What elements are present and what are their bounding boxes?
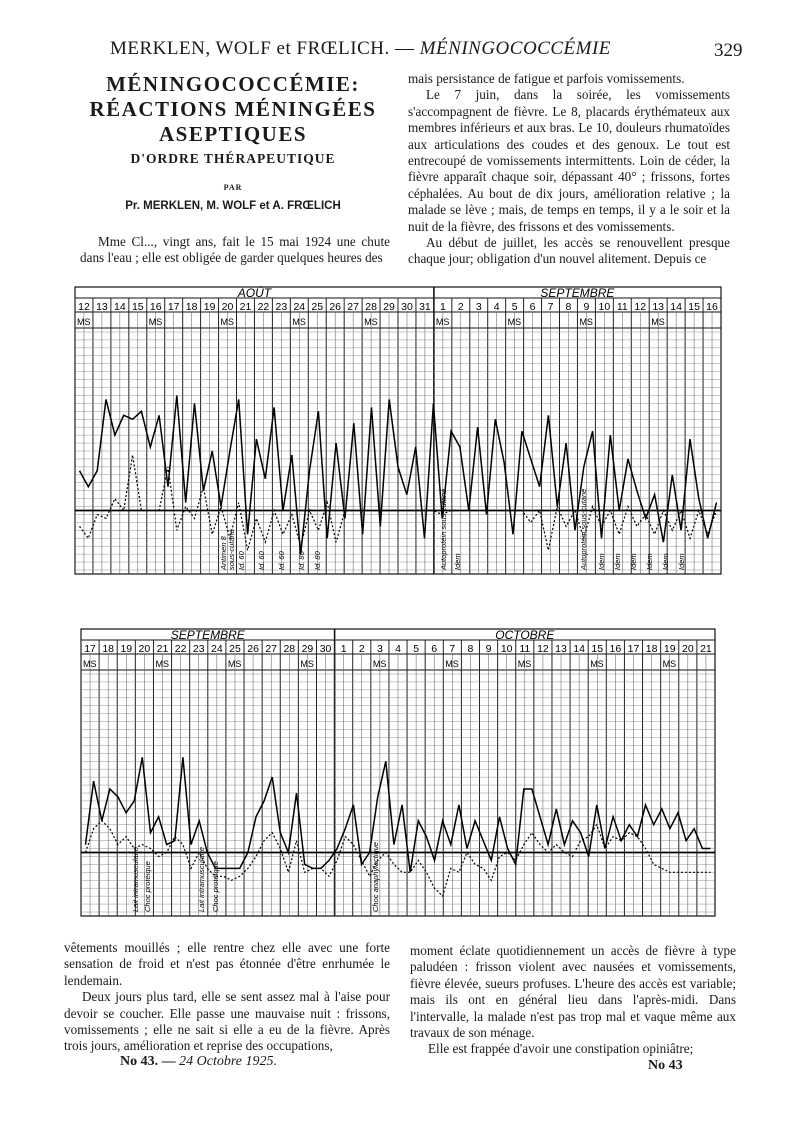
temperature-chart-september-october xyxy=(80,628,716,918)
header-authors: MERKLEN, WOLF et FRŒLICH. xyxy=(110,38,390,59)
ms-label: MS xyxy=(300,659,314,669)
day-label: 18 xyxy=(645,643,658,655)
day-label: 23 xyxy=(192,643,205,655)
ms-label: MS xyxy=(651,317,665,327)
treatment-annotation: Idem xyxy=(629,553,638,570)
header-dash: — xyxy=(394,38,415,59)
day-label: 30 xyxy=(401,301,413,313)
text-paragraph: Deux jours plus tard, elle se sent assez mal à l'aise pour devoir se coucher. Elle passe une mauvaise nuit : frissons, vomissements ; elle ne sait si elle a eu de la fièvre. Après trois jours, amélioration et reprise des occupations, xyxy=(64,989,390,1054)
day-label: 21 xyxy=(700,643,712,655)
treatment-annotation: Idem xyxy=(645,553,654,570)
ms-label: MS xyxy=(148,317,163,327)
ms-label: MS xyxy=(83,659,97,669)
article-title-line-2: RÉACTIONS MÉNINGÉES xyxy=(89,97,377,121)
day-label: 5 xyxy=(511,301,518,313)
day-label: 15 xyxy=(688,301,700,313)
article-par: PAR xyxy=(223,183,243,192)
day-label: 10 xyxy=(598,301,611,313)
day-label: 28 xyxy=(365,301,377,313)
day-label: 22 xyxy=(257,301,270,313)
treatment-annotation: Idem xyxy=(453,553,462,570)
day-label: 18 xyxy=(102,643,115,655)
treatment-annotation: Id. 60 xyxy=(257,551,266,570)
day-label: 6 xyxy=(529,301,536,313)
text-paragraph: mais persistance de fatigue et parfois vomissements. xyxy=(408,71,685,86)
text-paragraph: vêtements mouillés ; elle rentre chez elle avec une forte sensation de froid et n'est pas étonnée d'être enrhumée le lendemain. xyxy=(64,940,390,988)
treatment-annotation: Choc protéique xyxy=(143,861,152,912)
treatment-annotation: Id. 80 xyxy=(313,551,322,570)
day-label: 25 xyxy=(229,643,241,655)
bottom-left-column xyxy=(64,940,390,1055)
day-label: 28 xyxy=(283,643,296,655)
day-label: 2 xyxy=(457,301,464,313)
day-label: 12 xyxy=(634,301,647,313)
day-label: 17 xyxy=(627,643,640,655)
day-label: 12 xyxy=(78,301,90,313)
day-label: 3 xyxy=(376,643,383,655)
day-label: 14 xyxy=(573,643,585,655)
ms-label: MS xyxy=(364,317,378,327)
treatment-annotation: Lait intramusculaire xyxy=(197,846,206,912)
day-label: 15 xyxy=(131,301,144,313)
treatment-annotation: Choc anaphylactique xyxy=(371,841,380,912)
day-label: 16 xyxy=(609,643,622,655)
day-label: 31 xyxy=(419,301,431,313)
month-label: SEPTEMBRE xyxy=(540,286,615,300)
day-label: 20 xyxy=(221,301,234,313)
day-label: 1 xyxy=(439,301,446,313)
day-label: 26 xyxy=(329,301,342,313)
article-subtitle: D'ORDRE THÉRAPEUTIQUE xyxy=(130,151,336,166)
day-label: 13 xyxy=(555,643,567,655)
ms-label: MS xyxy=(662,659,677,669)
footer-dash: — xyxy=(161,1054,176,1069)
day-label: 29 xyxy=(383,301,395,313)
day-label: 22 xyxy=(174,643,187,655)
ms-label: MS xyxy=(445,659,459,669)
ms-label: MS xyxy=(77,317,91,327)
day-label: 14 xyxy=(114,301,126,313)
day-label: 8 xyxy=(467,643,474,655)
treatment-annotation: Idem xyxy=(597,553,606,570)
ms-label: MS xyxy=(579,317,593,327)
article-authors: Pr. MERKLEN, M. WOLF et A. FRŒLICH xyxy=(125,200,341,212)
day-label: 19 xyxy=(120,643,133,655)
day-label: 29 xyxy=(301,643,314,655)
day-label: 30 xyxy=(319,643,332,655)
day-label: 21 xyxy=(156,643,169,655)
treatment-annotation: Antimen 8 xyxy=(219,536,228,570)
treatment-annotation: Idem xyxy=(613,553,622,570)
day-label: 26 xyxy=(247,643,259,655)
day-label: 18 xyxy=(185,301,198,313)
day-label: 3 xyxy=(475,301,482,313)
treatment-annotation: Idem xyxy=(677,553,686,570)
text-paragraph: moment éclate quotidiennement un accès de fièvre à type paludéen : frisson violent avec nausées et vomissements, fièvre élevée, sueurs profuses. L'heure des accès est variable; mais ils ont en général lieu dans l'après-midi. Dans l'intervalle, la malade n'est pas trop mal et vaque même aux travaux de son ménage. xyxy=(410,943,736,1041)
article-title-line-3: ASEPTIQUES xyxy=(158,122,308,146)
treatment-annotation: Id. 60 xyxy=(237,551,246,570)
top-right-column xyxy=(408,71,730,268)
day-label: 15 xyxy=(591,643,604,655)
day-label: 4 xyxy=(493,301,500,313)
treatment-annotation: Lait intramusculaire xyxy=(131,846,140,912)
day-label: 14 xyxy=(670,301,682,313)
ms-label: MS xyxy=(507,317,522,327)
day-label: 7 xyxy=(449,643,456,655)
treatment-annotation: Autoprotéin sous-cutané xyxy=(439,488,448,570)
ms-label: MS xyxy=(372,659,387,669)
ms-label: MS xyxy=(220,317,235,327)
day-label: 19 xyxy=(663,643,676,655)
day-label: 4 xyxy=(395,643,401,655)
month-label: OCTOBRE xyxy=(495,628,555,642)
day-label: 27 xyxy=(347,301,359,313)
day-label: 8 xyxy=(565,301,572,313)
intro-paragraph xyxy=(80,234,390,267)
day-label: 11 xyxy=(616,301,628,313)
treatment-annotation: Choc protéique xyxy=(211,861,220,912)
treatment-annotation: Idem xyxy=(661,553,670,570)
day-label: 24 xyxy=(211,643,223,655)
ms-label: MS xyxy=(590,659,604,669)
day-label: 6 xyxy=(431,643,438,655)
treatment-annotation: Id. 60 xyxy=(277,551,286,570)
article-heading xyxy=(68,72,398,212)
month-label: SEPTEMBRE xyxy=(170,628,245,642)
running-header xyxy=(110,38,710,60)
bottom-right-column xyxy=(410,943,736,1058)
article-title-line-1: MÉNINGOCOCCÉMIE: xyxy=(106,72,360,96)
ms-label: MS xyxy=(292,317,306,327)
day-label: 20 xyxy=(681,643,694,655)
day-label: 16 xyxy=(706,301,718,313)
day-label: 16 xyxy=(149,301,162,313)
page-number: 329 xyxy=(714,40,743,61)
month-label: AOÛT xyxy=(237,286,272,300)
treatment-annotation: Autoprotéin sous-cutané xyxy=(579,488,588,570)
day-label: 13 xyxy=(96,301,108,313)
day-label: 19 xyxy=(203,301,216,313)
day-label: 20 xyxy=(138,643,151,655)
footer-issue-right: No 43 xyxy=(648,1058,683,1073)
text-paragraph: Au début de juillet, les accès se renouvellent presque chaque jour; obligation d'un nouvel alitement. Depuis ce xyxy=(408,235,730,267)
day-label: 9 xyxy=(485,643,492,655)
day-label: 9 xyxy=(583,301,590,313)
ms-label: MS xyxy=(227,659,242,669)
text-paragraph: Elle est frappée d'avoir une constipation opiniâtre; xyxy=(428,1041,694,1057)
day-label: 25 xyxy=(311,301,324,313)
treatment-annotation: sous-cutané xyxy=(227,529,236,570)
footer-left xyxy=(120,1054,277,1070)
day-label: 13 xyxy=(652,301,665,313)
day-label: 17 xyxy=(84,643,96,655)
ms-label: MS xyxy=(435,317,450,327)
footer-date: 24 Octobre 1925. xyxy=(179,1054,277,1069)
header-topic: MÉNINGOCOCCÉMIE xyxy=(419,38,611,59)
day-label: 7 xyxy=(547,301,554,313)
day-label: 27 xyxy=(265,643,278,655)
day-label: 21 xyxy=(239,301,252,313)
intro-text: Mme Cl..., vingt ans, fait le 15 mai 1924 une chute dans l'eau ; elle est obligée de garder quelques heures des xyxy=(80,234,390,266)
ms-label: MS xyxy=(155,659,169,669)
day-label: 12 xyxy=(537,643,549,655)
day-label: 23 xyxy=(275,301,288,313)
day-label: 1 xyxy=(340,643,347,655)
footer-issue: No 43. xyxy=(120,1054,159,1069)
day-label: 10 xyxy=(500,643,513,655)
day-label: 2 xyxy=(358,643,365,655)
treatment-annotation: Id. 80 xyxy=(297,551,306,570)
day-label: 24 xyxy=(293,301,306,313)
temperature-chart-august-september xyxy=(74,286,722,576)
day-label: 5 xyxy=(413,643,420,655)
text-paragraph: Le 7 juin, dans la soirée, les vomissements s'accompagnent de fièvre. Le 8, placards érythémateux aux membres inférieurs et aux bras. Le 10, douleurs rhumatoïdes aux articulations des coudes et des genoux. Le tout est entrecoupé de vomissements intermittents. Loin de céder, la fièvre apparaît chaque soir, dépassant 40° ; frissons, fortes céphalées. Au bout de dix jours, amélioration relative ; la malade se lève ; mais, de temps en temps, il y a le soir et la nuit de la fièvre, des frissons et des vomissements. xyxy=(408,87,730,234)
day-label: 17 xyxy=(167,301,180,313)
ms-label: MS xyxy=(517,659,532,669)
day-label: 11 xyxy=(519,643,531,655)
